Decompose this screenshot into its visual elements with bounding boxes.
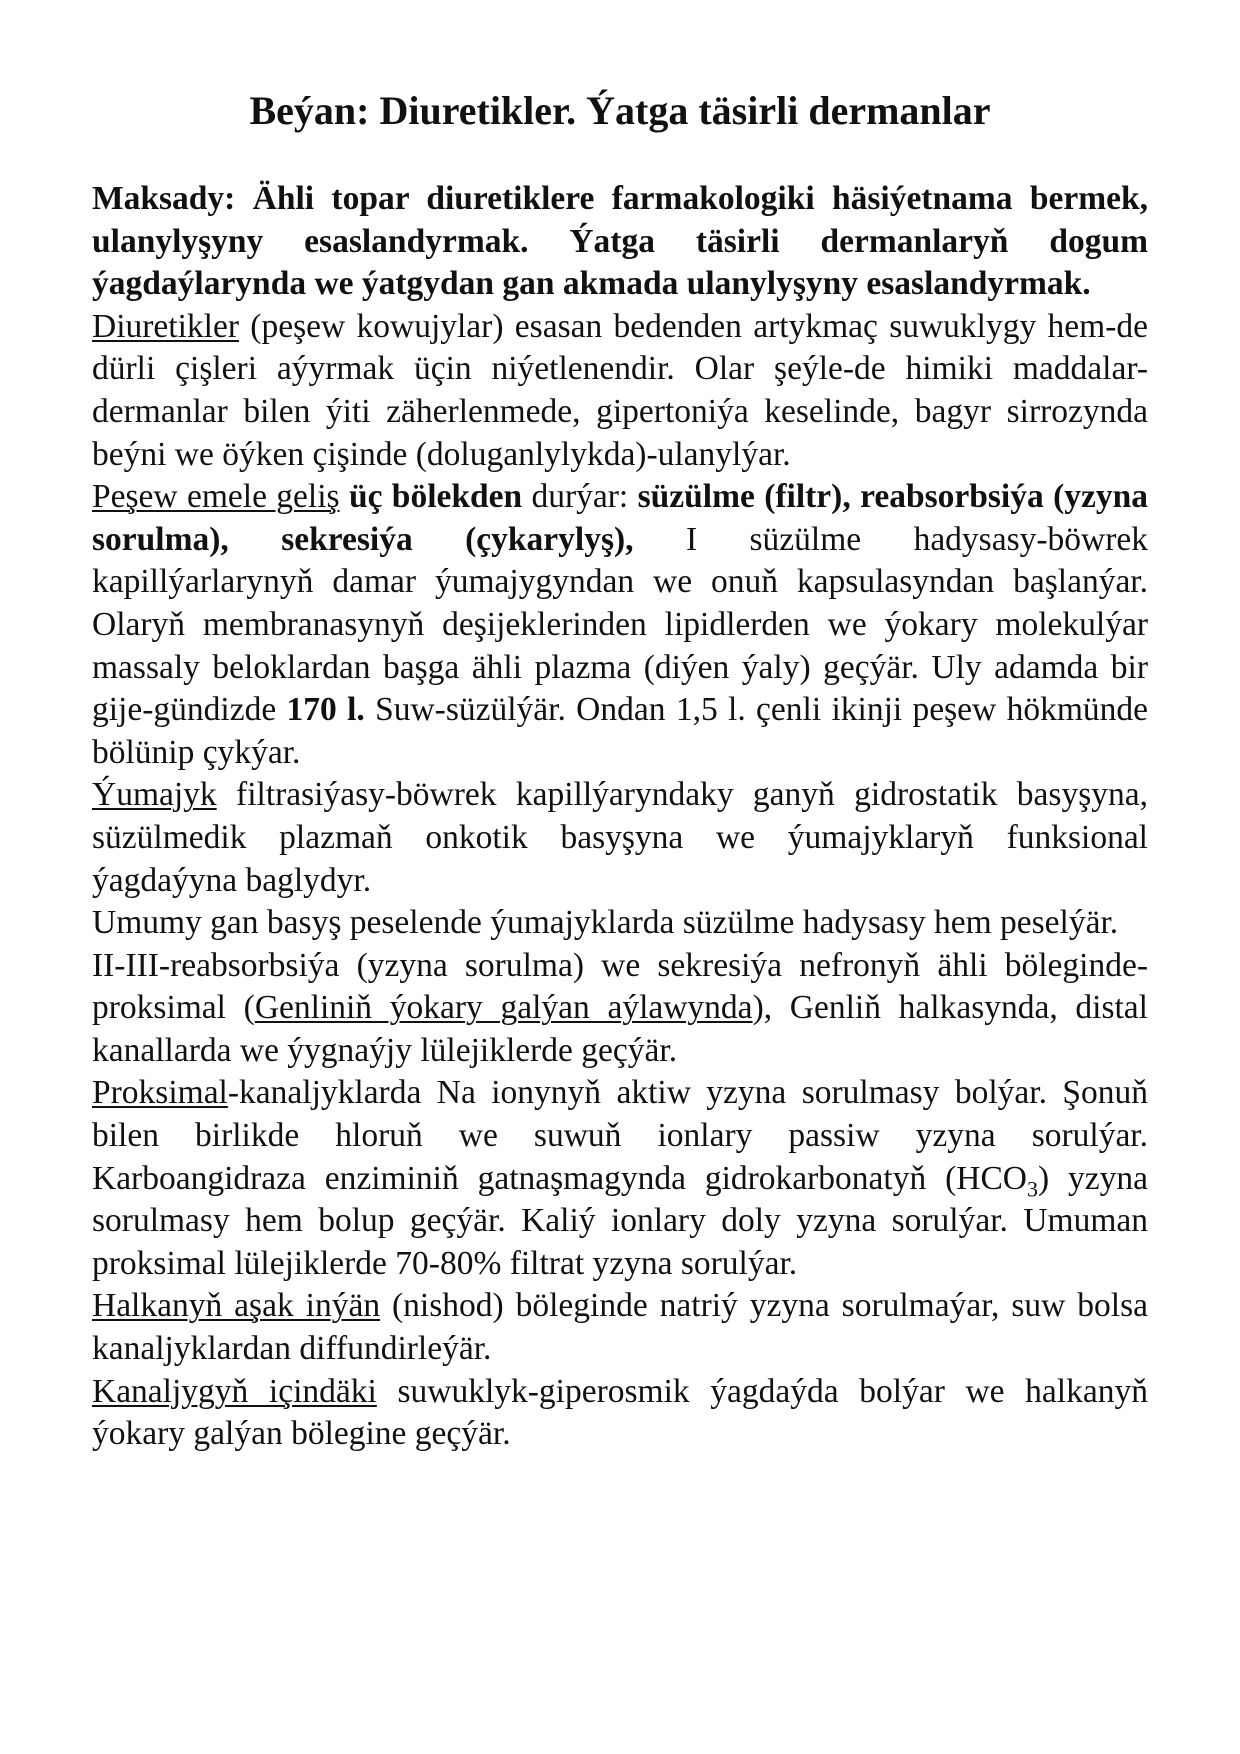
term-descending-loop: Halkanyň aşak inýän [92,1287,381,1325]
reabsorption-text-2: ), Genliň halkasynda, distal kanallarda we ýygnaýjy lülejiklerde geçýär. [92,989,1148,1069]
bold-three-parts: üç bölekden [339,478,523,516]
proximal-text-1: -kanaljyklarda Na ionynyň aktiw yzyna sorulmasy bolýar. Şonuň bilen birlikde hloruň we suwuň ionlary passiw yzyna sorulýar. Karboangidraza enziminiň gatnaşmagynda gidrokarbonatyň (HCO [92,1074,1148,1197]
paragraph-reabsorption [92,945,1148,1073]
paragraph-proximal [92,1072,1148,1285]
paragraph-tubule-inside [92,1371,1148,1456]
paragraph-tubule-inside-text: suwuklyk-giperosmik ýagdaýda bolýar we halkanyň ýokary galýan bölegine geçýär. [92,1372,1148,1453]
bold-stages: süzülme (filtr), reabsorbsiýa (yzyna sorulma), sekresiýa (çykarylyş), [92,478,1148,558]
page-title: Beýan: Diuretikler. Ýatga täsirli dermanlar [249,88,991,133]
urine-formation-text-3: Suw-süzülýär. Ondan 1,5 l. çenli ikinji peşew hökmünde bölünip çykýar. [92,691,1148,771]
purpose-paragraph: Maksady: Ähli topar diuretiklere farmakologiki häsiýetnama bermek, ulanylyşyny esaslandyrmak. Ýatga täsirli dermanlaryň dogum ýagdaýlarynda we ýatgydan gan akmada ulanylyşyny esaslandyrmak. [92,180,1148,303]
paragraph-diuretics [92,306,1148,476]
term-urine-formation: Peşew emele geliş [92,478,340,516]
bold-volume: 170 l. [286,691,365,729]
paragraph-blood-pressure: Umumy gan basyş peselende ýumajyklarda süzülme hadysasy hem peselýär. [92,904,1119,942]
paragraph-glomerulus [92,774,1148,902]
term-proximal: Proksimal [92,1074,228,1112]
paragraph-urine-formation [92,476,1148,774]
document-body [92,178,1148,1456]
subscript-3: 3 [1026,1176,1038,1202]
urine-formation-text-1: durýar: [522,478,638,516]
term-diuretics: Diuretikler [92,307,239,345]
term-tubule-inside: Kanaljygyň içindäki [92,1372,377,1410]
paragraph-descending-loop-text: (nishod) böleginde natriý yzyna sorulmaýar, suw bolsa kanaljyklardan diffundirleýär. [92,1287,1148,1368]
proximal-text-2: ) yzyna sorulmasy hem bolup geçýär. Kaliý ionlary doly yzyna sorulýar. Umuman proksimal lülejiklerde 70-80% filtrat yzyna sorulýar. [92,1159,1148,1282]
paragraph-diuretics-text: (peşew kowujylar) esasan bedenden artykmaç suwuklygy hem-de dürli çişleri aýyrmak üçin niýetlenendir. Olar şeýle-de himiki maddalar-dermanlar bilen ýiti zäherlenmede, gipertoniýa keselinde, bagyr sirrozynda beýni we öýken çişinde (doluganlylykda)-ulanylýar. [92,307,1148,473]
reabsorption-text-1: II-III-reabsorbsiýa (yzyna sorulma) we sekresiýa nefronyň ähli böleginde-proksimal ( [92,946,1148,1027]
paragraph-glomerulus-text: filtrasiýasy-böwrek kapillýaryndaky ganyň gidrostatik basyşyna, süzülmedik plazmaň onkotik basyşyna we ýumajyklaryň funksional ýagdaýyna baglydyr. [92,776,1148,899]
term-glomerulus: Ýumajyk [92,776,217,814]
term-henle-loop: Genliniň ýokary galýan aýlawynda [254,989,753,1027]
urine-formation-text-2: I süzülme hadysasy-böwrek kapillýarlarynyň damar ýumajygyndan we onuň kapsulasyndan başlanýar. Olaryň membranasynyň deşijeklerinden lipidlerden we ýokary molekulýar massaly beloklardan başga ähli plazma (diýen ýaly) geçýär. Uly adamda bir gije-gündizde [92,520,1148,729]
paragraph-descending-loop [92,1285,1148,1370]
